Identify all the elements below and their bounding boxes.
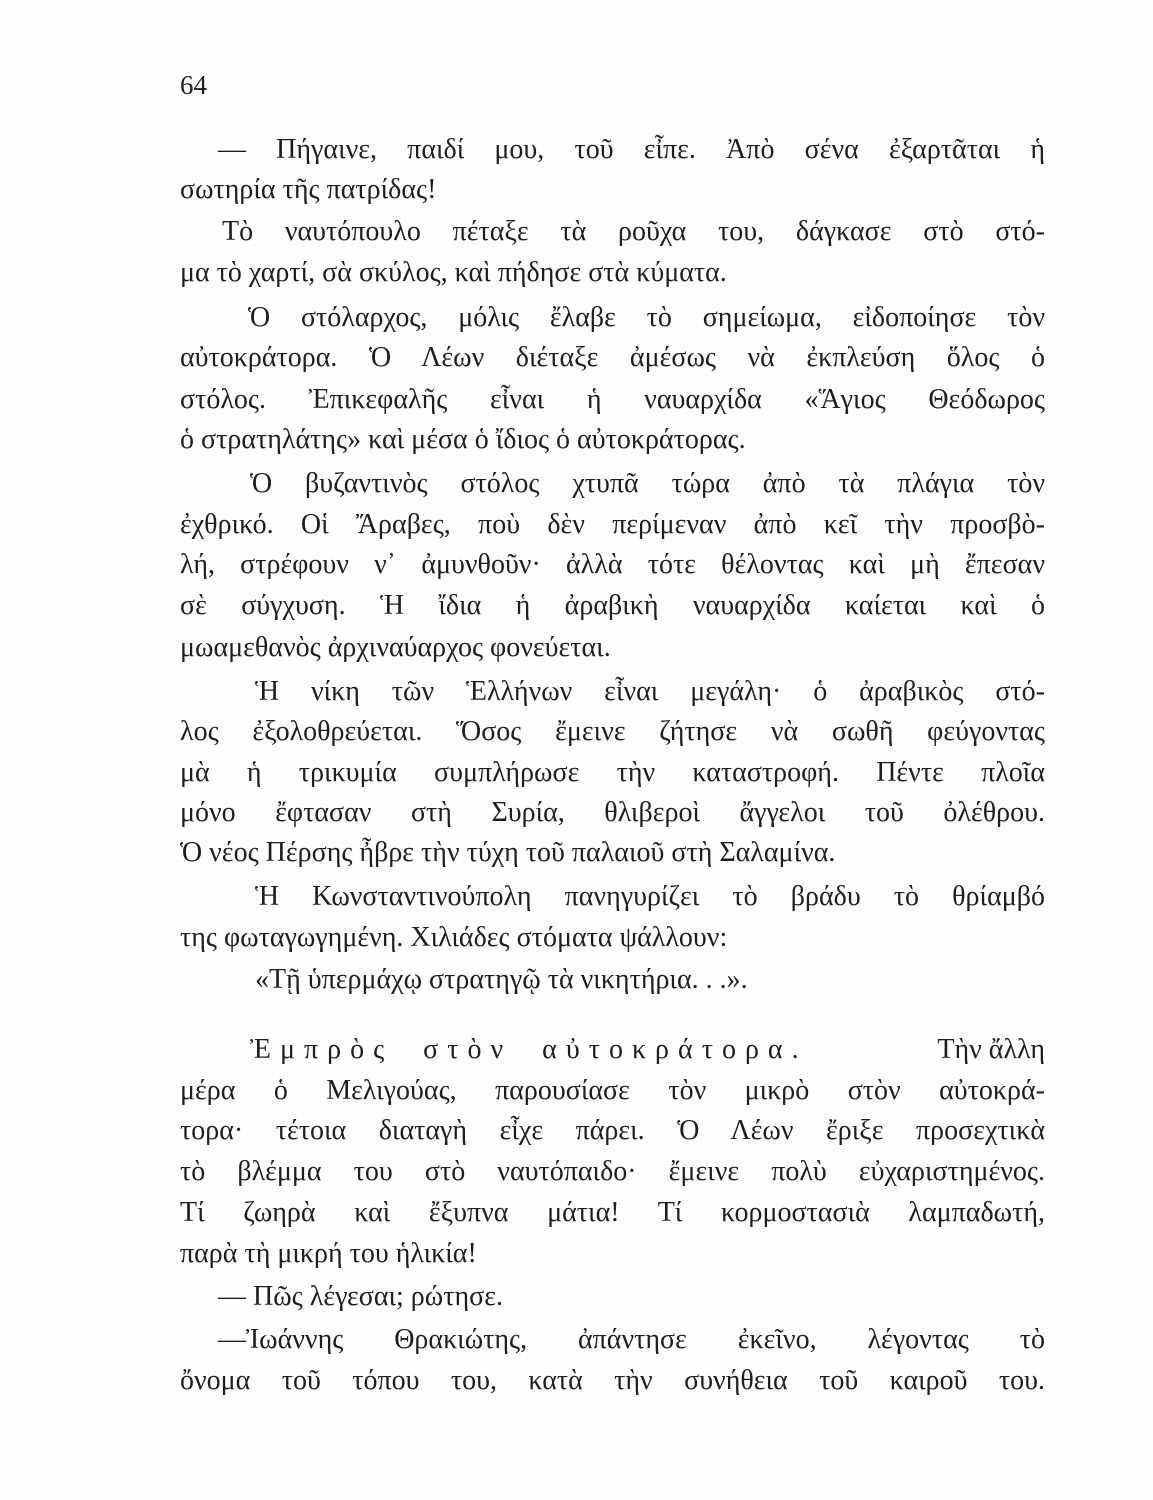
- text-line: μέρα ὁ Μελιγούας, παρουσίασε τὸν μικρὸ στὸν αὐτοκρά-: [180, 1075, 1045, 1106]
- text-line: ὁ στρατηλάτης» καὶ μέσα ὁ ἴδιος ὁ αὐτοκράτορας.: [180, 424, 746, 455]
- text-line: Τὸ ναυτόπουλο πέταξε τὰ ροῦχα του, δάγκασε στὸ στό-: [222, 216, 1045, 247]
- text-line: ἐχθρικό. Οἱ Ἄραβες, ποὺ δὲν περίμεναν ἀπὸ κεῖ τὴν προσβὸ-: [180, 509, 1045, 540]
- text-line: Ὁ βυζαντινὸς στόλος χτυπᾶ τώρα ἀπὸ τὰ πλάγια τὸν: [250, 468, 1045, 499]
- text-line: αὐτοκράτορα. Ὁ Λέων διέταξε ἀμέσως νὰ ἐκπλεύση ὅλος ὁ: [180, 342, 1045, 373]
- text-line: μα τὸ χαρτί, σὰ σκύλος, καὶ πήδησε στὰ κύματα.: [180, 257, 727, 288]
- text-line: Ὁ στόλαρχος, μόλις ἔλαβε τὸ σημείωμα, εἰδοποίησε τὸν: [248, 302, 1045, 333]
- text-line: στόλος. Ἐπικεφαλῆς εἶναι ἡ ναυαρχίδα «Ἅγιος Θεόδωρος: [180, 384, 1045, 415]
- text-line: λή, στρέφουν ν᾿ ἀμυνθοῦν· ἀλλὰ τότε θέλοντας καὶ μὴ ἔπεσαν: [180, 549, 1045, 580]
- section-heading-line: [250, 1030, 1045, 1070]
- text-line: Ὁ νέος Πέρσης ἦβρε τὴν τύχη τοῦ παλαιοῦ στὴ Σαλαμίνα.: [180, 837, 836, 868]
- dialogue-line: —Ἰωάννης Θρακιώτης, ἀπάντησε ἐκεῖνο, λέγοντας τὸ: [218, 1324, 1045, 1355]
- text-line: Ἡ νίκη τῶν Ἑλλήνων εἶναι μεγάλη· ὁ ἀραβικὸς στό-: [255, 676, 1045, 707]
- text-line: παρὰ τὴ μικρή του ἡλικία!: [180, 1238, 477, 1269]
- text-line: Τί ζωηρὰ καὶ ἔξυπνα μάτια! Τί κορμοστασιὰ λαμπαδωτή,: [180, 1197, 1045, 1228]
- text-line: Ἡ Κωνσταντινούπολη πανηγυρίζει τὸ βράδυ τὸ θρίαμβό: [255, 881, 1045, 912]
- hymn-quote-line: «Τῇ ὑπερμάχῳ στρατηγῷ τὰ νικητήρια. . .».: [255, 964, 748, 995]
- text-line: λος ἐξολοθρεύεται. Ὅσος ἔμεινε ζήτησε νὰ σωθῆ φεύγοντας: [180, 716, 1045, 747]
- section-heading: Ἐμπρὸς στὸν αὐτοκράτορα.: [250, 1034, 808, 1065]
- text-line: — Πήγαινε, παιδί μου, τοῦ εἶπε. Ἀπὸ σένα ἐξαρτᾶται ἡ: [218, 134, 1045, 165]
- text-line: τορα· τέτοια διαταγὴ εἶχε πάρει. Ὁ Λέων ἔριξε προσεχτικὰ: [180, 1115, 1045, 1146]
- text-line: σὲ σύγχυση. Ἡ ἴδια ἡ ἀραβικὴ ναυαρχίδα καίεται καὶ ὁ: [180, 590, 1045, 621]
- text-line: μόνο ἔφτασαν στὴ Συρία, θλιβεροὶ ἄγγελοι τοῦ ὀλέθρου.: [180, 797, 1045, 828]
- text-line: σωτηρία τῆς πατρίδας!: [180, 174, 437, 205]
- page-number: 64: [180, 70, 207, 100]
- text-line: της φωταγωγημένη. Χιλιάδες στόματα ψάλλουν:: [180, 922, 728, 953]
- text-line: μωαμεθανὸς ἀρχιναύαρχος φονεύεται.: [180, 632, 611, 663]
- dialogue-line: — Πῶς λέγεσαι; ρώτησε.: [218, 1281, 503, 1312]
- section-heading-continuation: Τὴν ἄλλη: [937, 1034, 1045, 1065]
- text-line: μὰ ἡ τρικυμία συμπλήρωσε τὴν καταστροφή. Πέντε πλοῖα: [180, 757, 1045, 788]
- text-line: ὄνομα τοῦ τόπου του, κατὰ τὴν συνήθεια τοῦ καιροῦ του.: [180, 1365, 1045, 1396]
- text-line: τὸ βλέμμα του στὸ ναυτόπαιδο· ἔμεινε πολὺ εὐχαριστημένος.: [180, 1156, 1045, 1187]
